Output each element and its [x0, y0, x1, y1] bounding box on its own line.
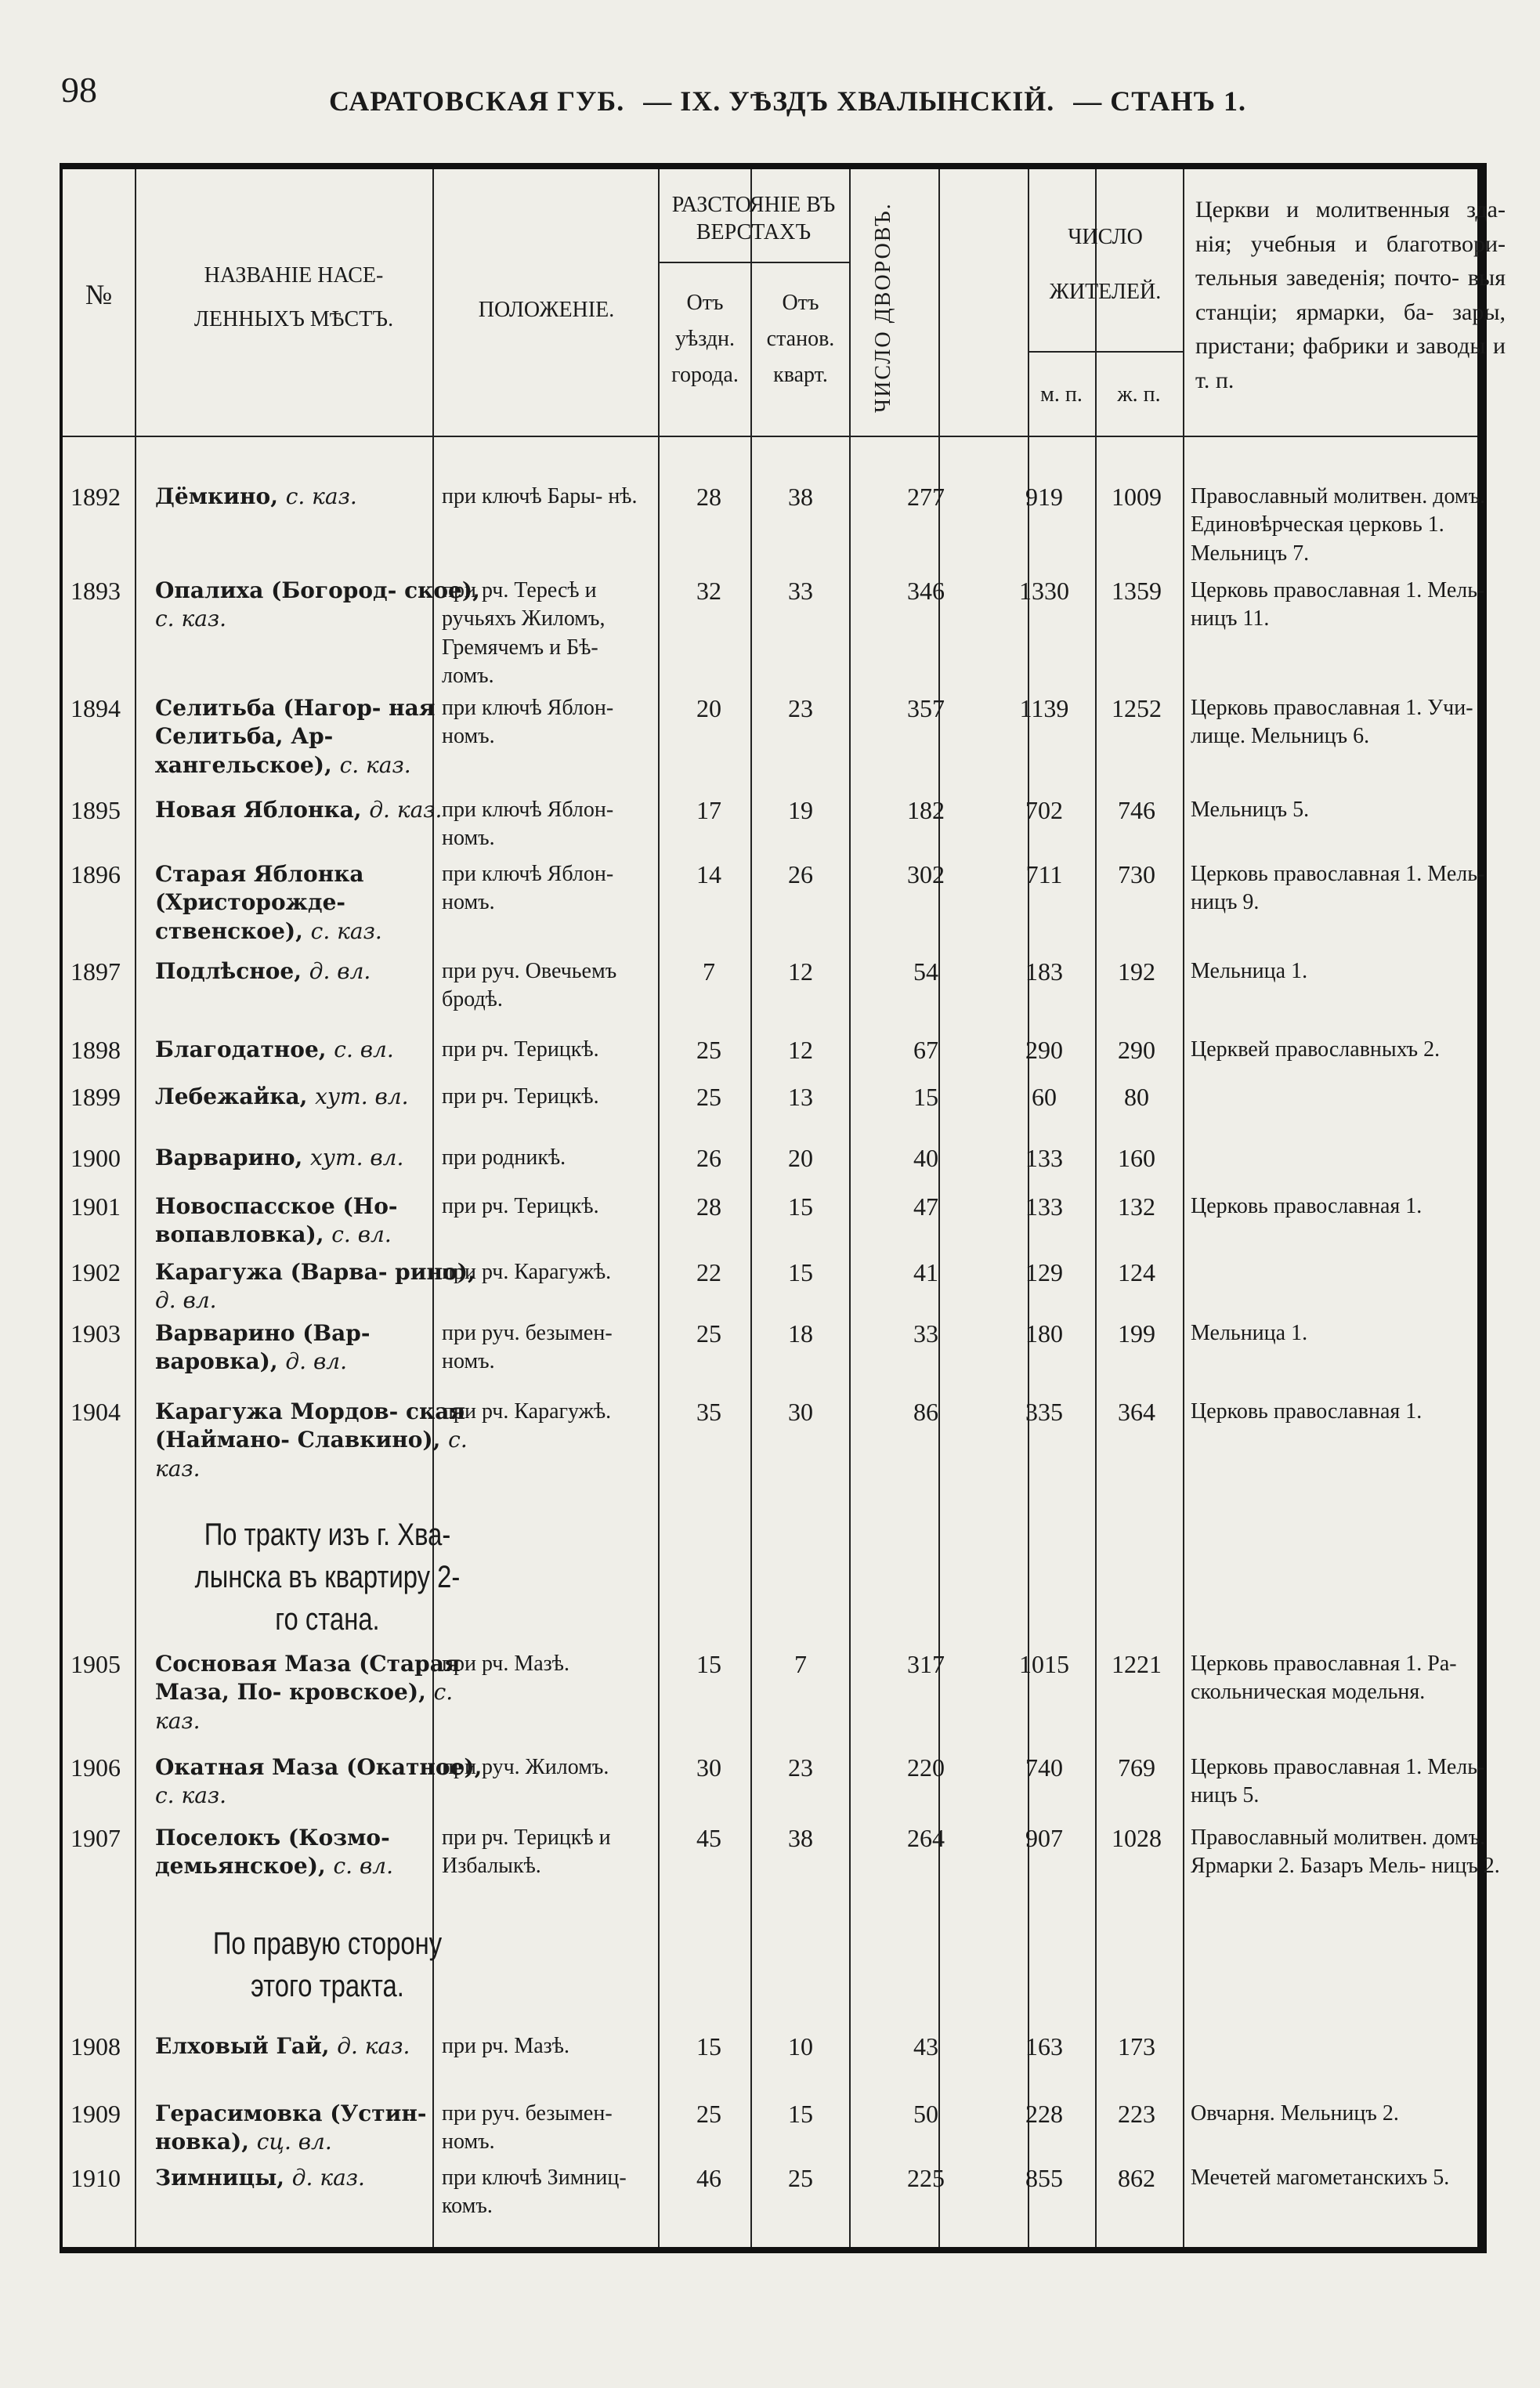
row-notes: Церковь православная 1. Мель- ницъ 9.: [1191, 862, 1485, 915]
row-position: при ключѣ Яблон- номъ.: [442, 862, 614, 915]
row-notes: Православный молитвен. домъ. Единовѣрческая церковь 1. Мельницъ 7.: [1191, 484, 1486, 566]
row-name: [155, 1319, 484, 1377]
row-male: 133: [1025, 1192, 1063, 1221]
header-residents: ЧИСЛО ЖИТЕЛЕЙ.: [1049, 225, 1162, 304]
row-number: 1901: [70, 1192, 121, 1221]
settlement-type: с. каз.: [155, 606, 227, 632]
settlement-type: с. каз.: [155, 1782, 227, 1809]
row-notes: Овчарня. Мельницъ 2.: [1191, 2101, 1399, 2126]
page-number: 98: [61, 70, 97, 110]
stan-title: — СТАНЪ 1.: [1073, 85, 1247, 117]
row-female: 730: [1118, 860, 1155, 888]
row-female: 199: [1118, 1319, 1155, 1348]
row-position: при рч. Терицкѣ.: [442, 1037, 599, 1062]
row-yards: 50: [913, 2100, 938, 2128]
row-notes: Православный молитвен. домъ. Ярмарки 2. Базаръ Мель- ницъ 2.: [1191, 1825, 1500, 1879]
row-notes: Церковь православная 1. Мель- ницъ 11.: [1191, 578, 1485, 631]
row-yards: 182: [907, 796, 945, 824]
row-name: [155, 2032, 484, 2061]
row-male: 335: [1025, 1398, 1063, 1426]
settlement-type: с. каз.: [155, 1427, 468, 1482]
row-number: 1899: [70, 1083, 121, 1111]
row-male: 228: [1025, 2100, 1063, 2128]
settlement-name: Лебежайка,: [155, 1084, 308, 1109]
row-name: [155, 1144, 484, 1172]
row-notes: Церковь православная 1. Ра- скольническая модельня.: [1191, 1652, 1457, 1705]
header-dist-stan: Отъ станов. кварт.: [766, 291, 835, 388]
settlement-name: Старая Яблонка (Христорожде- ственское),: [155, 861, 364, 944]
row-male: 711: [1025, 860, 1063, 888]
settlement-name: Карагужа Мордов- ская (Наймано- Славкино),: [155, 1398, 466, 1453]
row-dist-city: 30: [696, 1753, 721, 1782]
row-female: 132: [1118, 1192, 1155, 1221]
row-name: [155, 957, 484, 986]
row-dist-city: 25: [696, 1319, 721, 1348]
row-name: [155, 2164, 484, 2192]
settlement-name: Карагужа (Варва- рино),: [155, 1259, 475, 1285]
row-female: 1221: [1112, 1650, 1162, 1678]
header-yards: ЧИСЛО ДВОРОВЪ.: [871, 202, 895, 414]
row-female: 1028: [1112, 1824, 1162, 1852]
row-female: 124: [1118, 1258, 1155, 1286]
settlement-type: д. вл.: [309, 958, 371, 984]
row-female: 769: [1118, 1753, 1155, 1782]
row-notes: Мельница 1.: [1191, 1321, 1308, 1345]
settlement-type: с. каз.: [155, 1679, 454, 1734]
row-notes: Мельница 1.: [1191, 959, 1308, 983]
row-dist-city: 45: [696, 1824, 721, 1852]
row-female: 192: [1118, 957, 1155, 986]
row-number: 1898: [70, 1036, 121, 1064]
settlement-type: д. вл.: [285, 1348, 347, 1375]
row-dist-stan: 10: [788, 2032, 813, 2061]
row-position: при рч. Карагужѣ.: [442, 1399, 612, 1424]
row-notes: Церковь православная 1.: [1191, 1194, 1423, 1218]
row-yards: 43: [913, 2032, 938, 2061]
row-female: 290: [1118, 1036, 1155, 1064]
row-male: 1015: [1019, 1650, 1069, 1678]
row-yards: 41: [913, 1258, 938, 1286]
row-position: при рч. Терицкѣ.: [442, 1194, 599, 1218]
row-dist-city: 7: [703, 957, 715, 986]
settlement-name: Зимницы,: [155, 2165, 285, 2191]
row-dist-city: 28: [696, 1192, 721, 1221]
row-dist-stan: 15: [788, 2100, 813, 2128]
row-position: при родникѣ.: [442, 1145, 566, 1170]
row-number: 1897: [70, 957, 121, 986]
row-position: при руч. безымен- номъ.: [442, 2101, 613, 2155]
row-male: 1330: [1019, 577, 1069, 605]
row-notes: Церковь православная 1.: [1191, 1399, 1423, 1424]
row-position: при руч. Жиломъ.: [442, 1755, 609, 1779]
row-dist-stan: 12: [788, 1036, 813, 1064]
header-name: НАЗВАНІЕ НАСЕ- ЛЕННЫХЪ МѢСТЪ.: [193, 263, 394, 331]
row-yards: 357: [907, 694, 945, 722]
row-dist-city: 32: [696, 577, 721, 605]
row-position: при ключѣ Зимниц- комъ.: [442, 2165, 627, 2219]
row-male: 133: [1025, 1144, 1063, 1172]
header-dist-city: Отъ уѣздн. города.: [671, 291, 739, 388]
running-head: [329, 85, 1300, 118]
row-yards: 277: [907, 483, 945, 511]
row-male: 60: [1032, 1083, 1057, 1111]
header-notes: Церкви и молитвенныя зда- нія; учебныя и благотвори- тельныя заведенія; почто- выя станціи; ярмарки, ба- зары, пристани; фабрики и заводы и т. п.: [1195, 197, 1506, 393]
header-bottom-rule: [63, 436, 1477, 437]
row-male: 740: [1025, 1753, 1063, 1782]
row-yards: 40: [913, 1144, 938, 1172]
row-male: 290: [1025, 1036, 1063, 1064]
row-position: при рч. Карагужѣ.: [442, 1260, 612, 1284]
row-male: 855: [1025, 2164, 1063, 2192]
row-name: [155, 1258, 484, 1315]
row-number: 1902: [70, 1258, 121, 1286]
row-number: 1907: [70, 1824, 121, 1852]
row-position: при рч. Мазѣ.: [442, 2034, 569, 2058]
row-position: при руч. безымен- номъ.: [442, 1321, 613, 1374]
settlement-name: Варварино,: [155, 1145, 303, 1170]
province-title: САРАТОВСКАЯ ГУБ.: [329, 85, 625, 117]
row-notes: Мечетей магометанскихъ 5.: [1191, 2165, 1450, 2190]
row-dist-city: 14: [696, 860, 721, 888]
row-male: 129: [1025, 1258, 1063, 1286]
column-rule: [658, 169, 660, 2247]
row-name: [155, 694, 484, 780]
district-title: — IX. УѢЗДЪ ХВАЛЫНСКІЙ.: [643, 85, 1055, 117]
row-position: при рч. Тересѣ и ручьяхъ Жиломъ, Гремячемъ и Бѣ- ломъ.: [442, 578, 606, 689]
row-position: при ключѣ Яблон- номъ.: [442, 798, 614, 851]
row-yards: 220: [907, 1753, 945, 1782]
row-female: 862: [1118, 2164, 1155, 2192]
settlement-type: с. вл.: [334, 1037, 394, 1062]
row-dist-stan: 13: [788, 1083, 813, 1111]
row-position: при рч. Терицкѣ.: [442, 1084, 599, 1109]
settlement-type: сц. вл.: [256, 2129, 332, 2155]
row-name: [155, 1824, 484, 1881]
header-position: ПОЛОЖЕНІЕ.: [478, 298, 615, 322]
row-number: 1908: [70, 2032, 121, 2061]
row-notes: Церковь православная 1. Мель- ницъ 5.: [1191, 1755, 1485, 1808]
settlement-type: д. вл.: [155, 1287, 217, 1314]
row-yards: 346: [907, 577, 945, 605]
header-distance: РАЗСТОЯНІЕ ВЪ ВЕРСТАХЪ: [671, 193, 836, 244]
row-number: 1895: [70, 796, 121, 824]
settlement-name: Опалиха (Богород- ское),: [155, 577, 480, 603]
row-dist-stan: 15: [788, 1192, 813, 1221]
settlement-name: Варварино (Вар- варовка),: [155, 1320, 371, 1375]
row-dist-city: 22: [696, 1258, 721, 1286]
header-female: ж. п.: [1117, 382, 1161, 407]
row-name: [155, 577, 484, 634]
row-yards: 15: [913, 1083, 938, 1111]
row-dist-city: 28: [696, 483, 721, 511]
row-position: при рч. Терицкѣ и Избалыкѣ.: [442, 1825, 611, 1879]
row-yards: 86: [913, 1398, 938, 1426]
settlement-type: д. каз.: [337, 2033, 410, 2059]
row-female: 80: [1124, 1083, 1149, 1111]
row-number: 1910: [70, 2164, 121, 2192]
row-notes: Церковь православная 1. Учи- лище. Мельницъ 6.: [1191, 696, 1473, 749]
row-position: при ключѣ Бары- нѣ.: [442, 484, 638, 508]
row-dist-stan: 12: [788, 957, 813, 986]
row-male: 702: [1025, 796, 1063, 824]
row-dist-stan: 7: [794, 1650, 807, 1678]
row-male: 1139: [1019, 694, 1069, 722]
gazetteer-table: [60, 163, 1506, 2253]
row-dist-city: 26: [696, 1144, 721, 1172]
settlement-name: Благодатное,: [155, 1037, 327, 1062]
settlement-type: д. каз.: [369, 797, 443, 823]
row-yards: 302: [907, 860, 945, 888]
row-dist-city: 15: [696, 1650, 721, 1678]
settlement-name: Новоспасское (Но- вопавловка),: [155, 1193, 398, 1248]
row-male: 907: [1025, 1824, 1063, 1852]
row-dist-stan: 30: [788, 1398, 813, 1426]
settlement-type: хут. вл.: [310, 1145, 404, 1170]
row-number: 1894: [70, 694, 121, 722]
settlement-name: Герасимовка (Устин- новка),: [155, 2100, 427, 2155]
row-dist-stan: 38: [788, 1824, 813, 1852]
row-male: 180: [1025, 1319, 1063, 1348]
header-num: №: [85, 279, 113, 310]
row-name: [155, 1083, 484, 1111]
row-name: [155, 1650, 484, 1735]
row-dist-city: 25: [696, 2100, 721, 2128]
row-number: 1896: [70, 860, 121, 888]
row-name: [155, 860, 484, 946]
row-number: 1903: [70, 1319, 121, 1348]
row-number: 1909: [70, 2100, 121, 2128]
section-heading: По тракту изъ г. Хва- лынска въ квартиру 2-го стана.: [194, 1518, 461, 1637]
row-dist-stan: 38: [788, 483, 813, 511]
header-male: м. п.: [1040, 382, 1083, 407]
row-name: [155, 1398, 484, 1483]
row-female: 160: [1118, 1144, 1155, 1172]
row-male: 183: [1025, 957, 1063, 986]
row-number: 1906: [70, 1753, 121, 1782]
row-dist-stan: 23: [788, 1753, 813, 1782]
row-number: 1892: [70, 483, 121, 511]
settlement-name: Новая Яблонка,: [155, 797, 362, 823]
settlement-name: Сосновая Маза (Старая Маза, По- кровское),: [155, 1651, 461, 1706]
row-dist-city: 20: [696, 694, 721, 722]
row-yards: 264: [907, 1824, 945, 1852]
row-female: 173: [1118, 2032, 1155, 2061]
row-dist-stan: 19: [788, 796, 813, 824]
settlement-type: с. каз.: [285, 483, 357, 509]
row-name: [155, 1753, 484, 1811]
row-yards: 67: [913, 1036, 938, 1064]
row-dist-stan: 33: [788, 577, 813, 605]
row-yards: 225: [907, 2164, 945, 2192]
settlement-name: Поселокъ (Козмо- демьянское),: [155, 1825, 390, 1880]
row-yards: 54: [913, 957, 938, 986]
row-notes: Мельницъ 5.: [1191, 798, 1310, 822]
settlement-name: Подлѣсное,: [155, 958, 302, 984]
row-yards: 317: [907, 1650, 945, 1678]
row-position: при рч. Мазѣ.: [442, 1652, 569, 1676]
row-notes: Церквей православныхъ 2.: [1191, 1037, 1441, 1062]
row-dist-stan: 18: [788, 1319, 813, 1348]
row-dist-stan: 26: [788, 860, 813, 888]
row-name: [155, 2100, 484, 2157]
row-number: 1904: [70, 1398, 121, 1426]
row-male: 919: [1025, 483, 1063, 511]
row-dist-stan: 15: [788, 1258, 813, 1286]
row-yards: 47: [913, 1192, 938, 1221]
settlement-type: с. каз.: [339, 751, 411, 778]
header-rule: [658, 262, 849, 263]
row-female: 223: [1118, 2100, 1155, 2128]
row-dist-city: 25: [696, 1083, 721, 1111]
settlement-name: Селитьба (Нагор- ная Селитьба, Ар- хангельское),: [155, 695, 436, 778]
header-rule: [1028, 351, 1183, 353]
row-dist-city: 15: [696, 2032, 721, 2061]
row-number: 1905: [70, 1650, 121, 1678]
row-female: 364: [1118, 1398, 1155, 1426]
row-number: 1900: [70, 1144, 121, 1172]
column-rule: [1183, 169, 1184, 2247]
row-position: при руч. Овечьемъ бродѣ.: [442, 959, 617, 1012]
row-dist-stan: 23: [788, 694, 813, 722]
settlement-type: хут. вл.: [315, 1084, 409, 1109]
settlement-name: Дёмкино,: [155, 483, 278, 509]
row-name: [155, 1192, 484, 1250]
row-name: [155, 796, 484, 824]
row-name: [155, 1036, 484, 1064]
row-dist-stan: 25: [788, 2164, 813, 2192]
row-dist-city: 46: [696, 2164, 721, 2192]
row-yards: 33: [913, 1319, 938, 1348]
section-heading: По правую сторону этого тракта.: [212, 1927, 443, 2003]
row-dist-city: 17: [696, 796, 721, 824]
row-dist-city: 35: [696, 1398, 721, 1426]
row-female: 1252: [1112, 694, 1162, 722]
row-dist-city: 25: [696, 1036, 721, 1064]
row-number: 1893: [70, 577, 121, 605]
settlement-type: с. каз.: [310, 917, 382, 944]
row-female: 1359: [1112, 577, 1162, 605]
settlement-type: д. каз.: [291, 2165, 365, 2191]
settlement-name: Елховый Гай,: [155, 2033, 330, 2059]
settlement-name: Окатная Маза (Окатное),: [155, 1754, 483, 1780]
row-name: [155, 483, 484, 511]
column-rule: [135, 169, 136, 2247]
settlement-type: с. вл.: [331, 1221, 392, 1248]
row-dist-stan: 20: [788, 1144, 813, 1172]
row-female: 1009: [1112, 483, 1162, 511]
row-male: 163: [1025, 2032, 1063, 2061]
row-female: 746: [1118, 796, 1155, 824]
settlement-type: с. вл.: [333, 1853, 394, 1880]
row-position: при ключѣ Яблон- номъ.: [442, 696, 614, 749]
